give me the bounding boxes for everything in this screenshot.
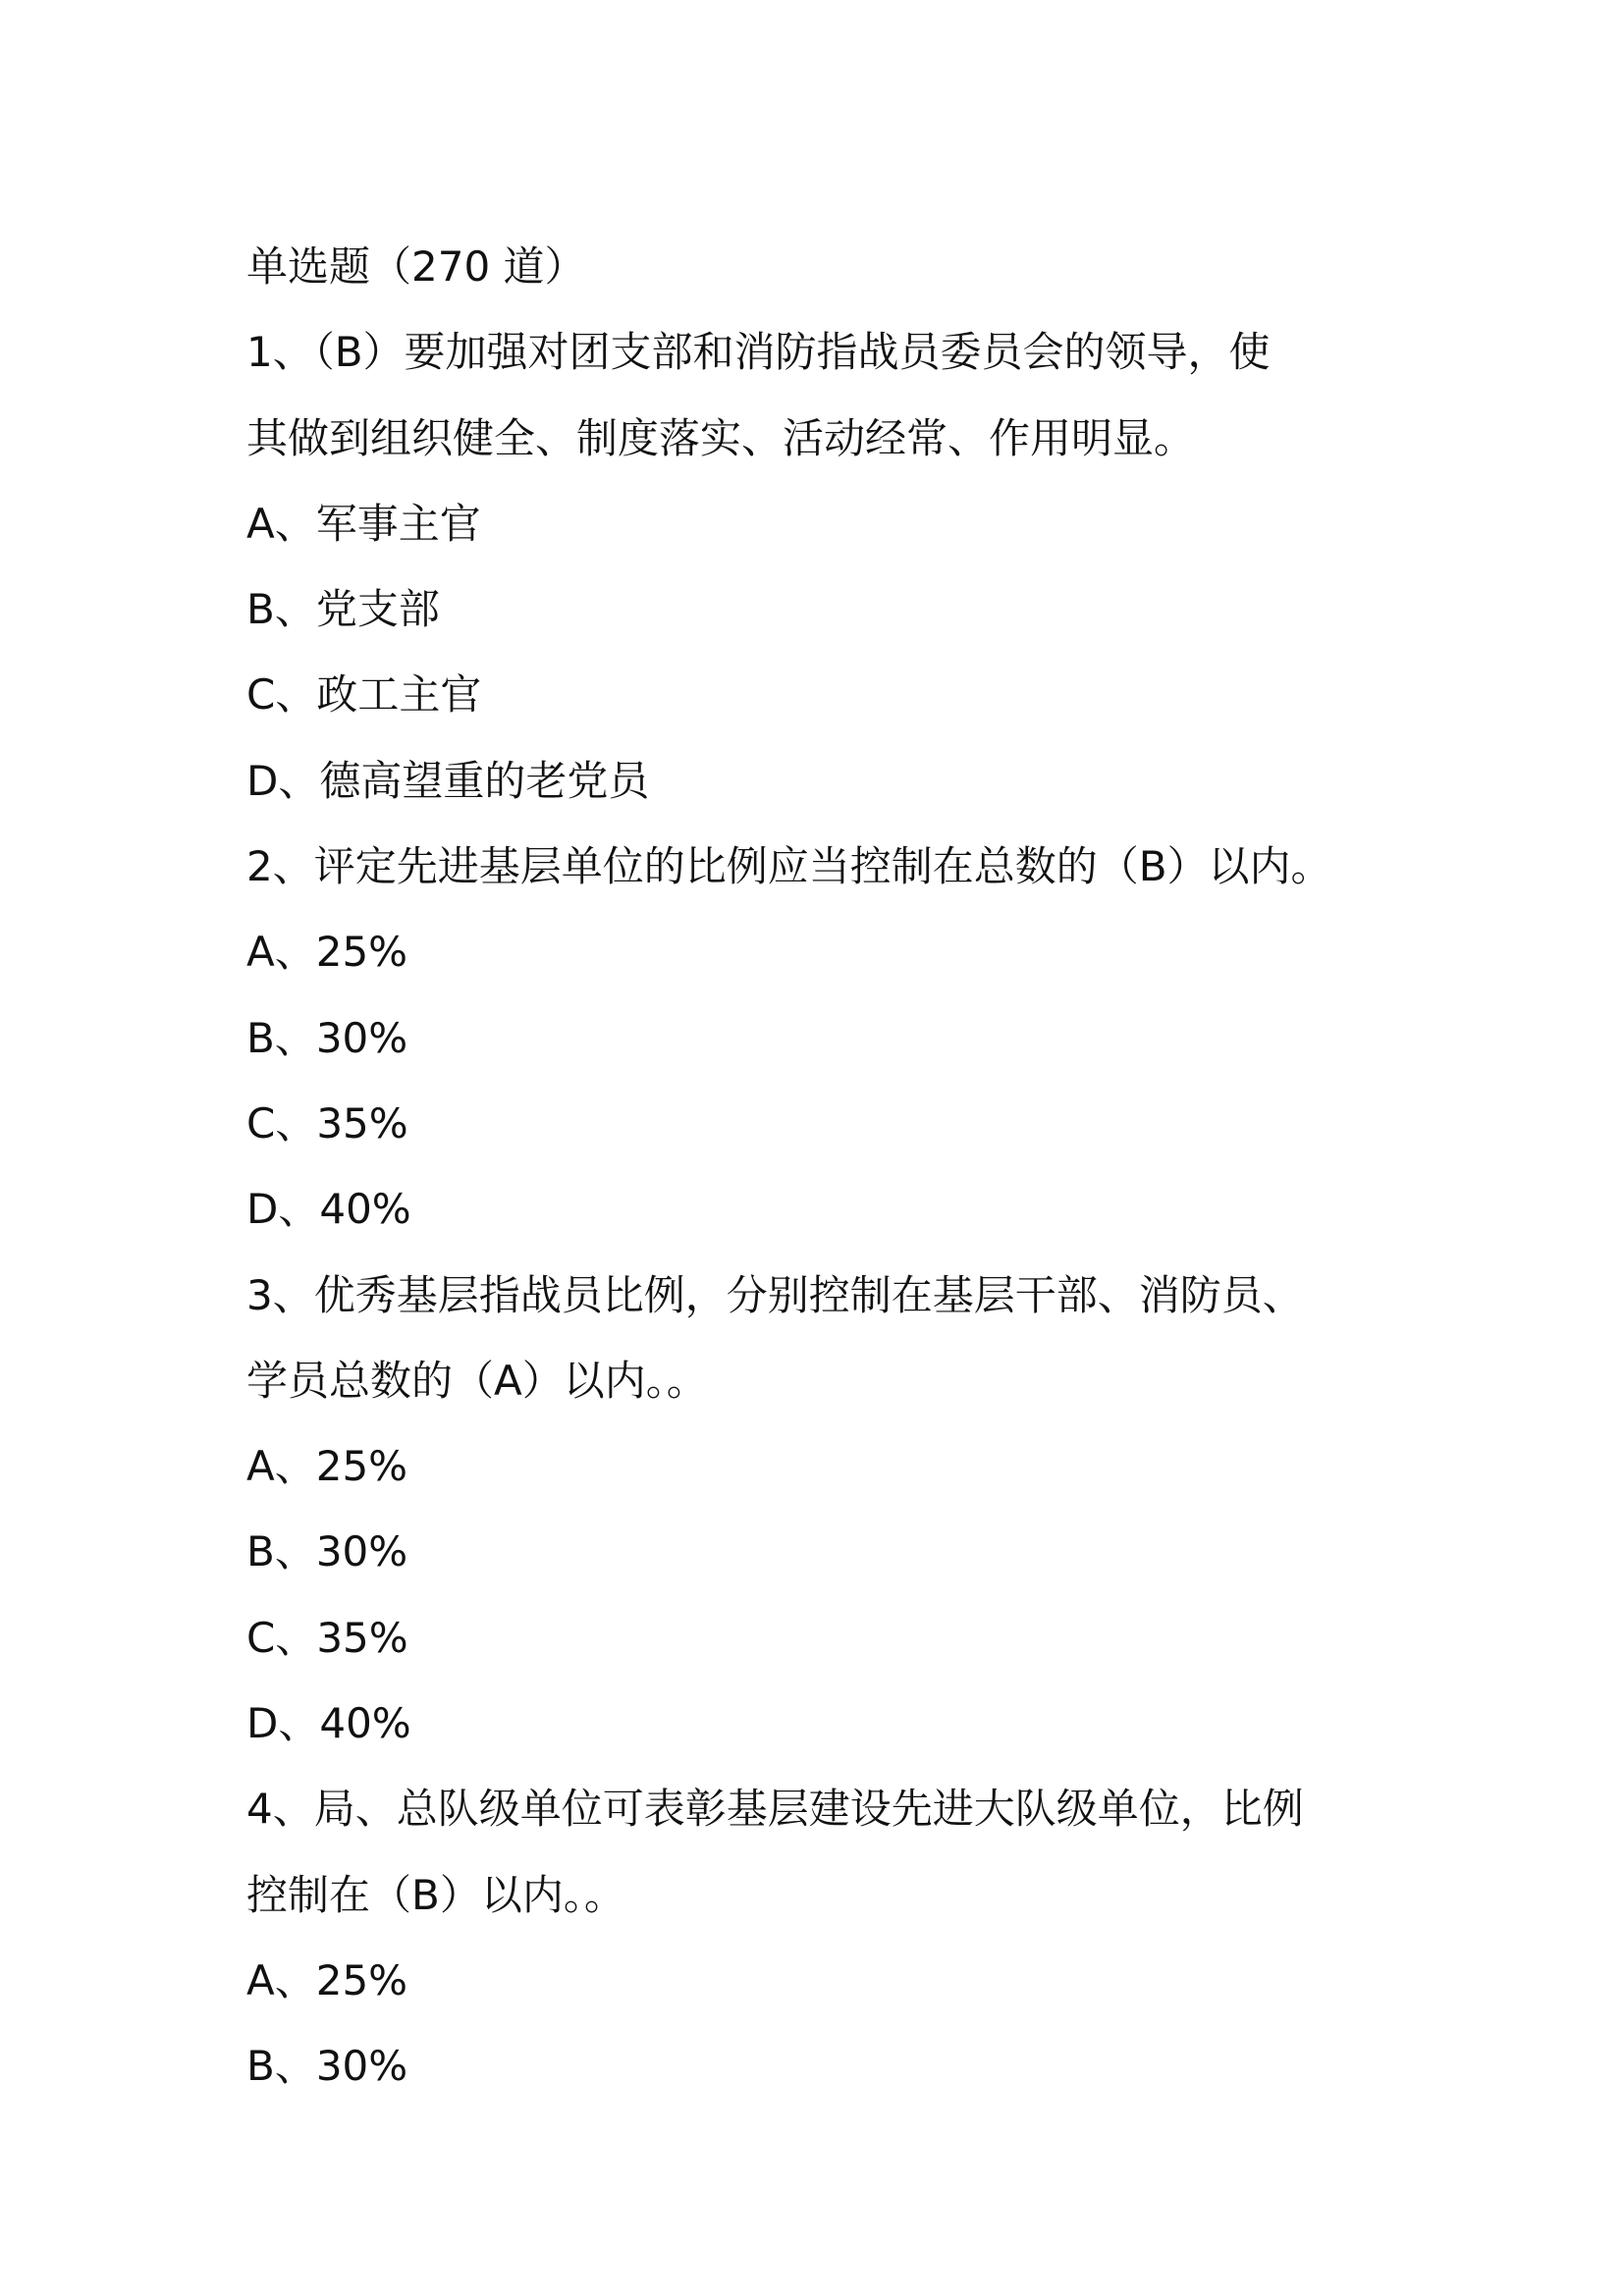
question-4-stem-line-2: 控制在（B）以内。。 [246, 1870, 625, 1919]
question-3-option-a: A、25% [246, 1442, 408, 1491]
question-2-stem-line-1: 2、评定先进基层单位的比例应当控制在总数的（B）以内。 [246, 842, 1332, 891]
question-3-option-b: B、30% [246, 1527, 408, 1576]
question-1-option-b: B、党支部 [246, 585, 440, 634]
question-2-option-a: A、25% [246, 928, 408, 977]
question-3-option-d: D、40% [246, 1699, 411, 1748]
document-body [246, 224, 1395, 2109]
question-1-option-c: C、政工主官 [246, 670, 482, 720]
question-1-stem-line-1: 1、（B）要加强对团支部和消防指战员委员会的领导，使 [246, 328, 1271, 377]
question-3-stem-line-2: 学员总数的（A）以内。。 [246, 1356, 708, 1405]
question-3-option-c: C、35% [246, 1613, 408, 1662]
question-4-option-a: A、25% [246, 1955, 408, 2004]
question-4-stem-line-1: 4、局、总队级单位可表彰基层建设先进大队级单位，比例 [246, 1785, 1304, 1834]
question-1-option-d: D、德高望重的老党员 [246, 756, 650, 805]
question-2-option-c: C、35% [246, 1098, 408, 1148]
question-1-option-a: A、军事主官 [246, 499, 481, 548]
question-3-stem-line-1: 3、优秀基层指战员比例，分别控制在基层干部、消防员、 [246, 1270, 1304, 1319]
section-title: 单选题（270 道） [246, 242, 586, 291]
question-1 [246, 309, 1395, 824]
question-4 [246, 1766, 1395, 2109]
question-2-option-d: D、40% [246, 1185, 411, 1234]
question-1-stem-line-2: 其做到组织健全、制度落实、活动经常、作用明显。 [246, 413, 1196, 462]
question-2-option-b: B、30% [246, 1013, 408, 1062]
question-4-option-b: B、30% [246, 2042, 408, 2091]
question-3 [246, 1253, 1395, 1767]
question-2 [246, 824, 1395, 1252]
